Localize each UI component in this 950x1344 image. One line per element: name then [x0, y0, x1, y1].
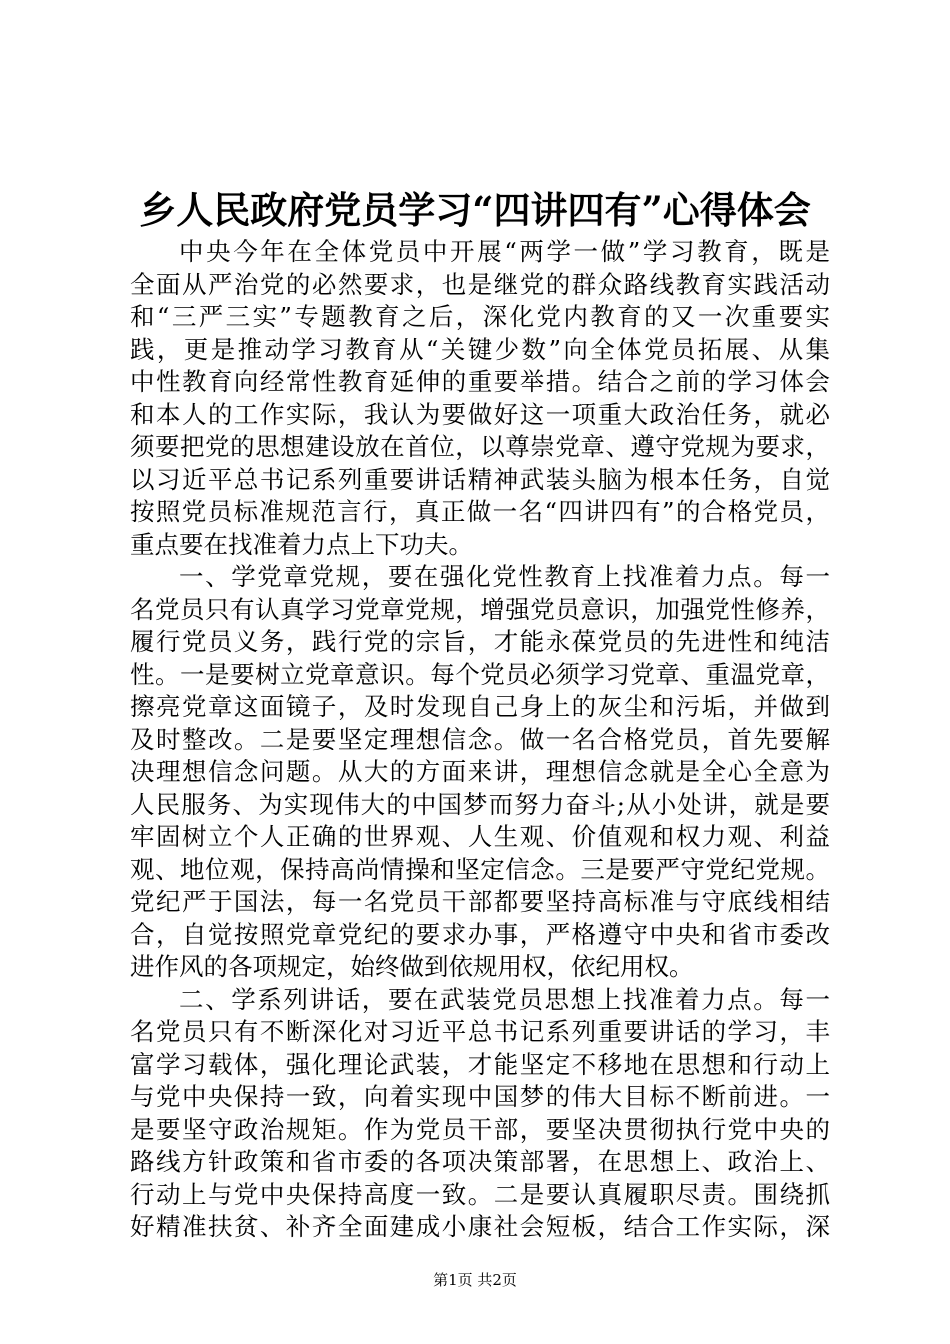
body-line: 好精准扶贫、补齐全面建成小康社会短板，结合工作实际，深 [130, 1212, 830, 1241]
body-line: 牢固树立个人正确的世界观、人生观、价值观和权力观、利益 [130, 822, 830, 851]
body-line: 践，更是推动学习教育从“关键少数”向全体党员拓展、从集 [130, 334, 830, 364]
body-line: 行动上与党中央保持高度一致。二是要认真履职尽责。围绕抓 [130, 1179, 830, 1209]
body-line: 路线方针政策和省市委的各项决策部署，在思想上、政治上、 [130, 1147, 830, 1176]
page-footer: 第1页 共2页 [433, 1271, 517, 1289]
body-line: 富学习载体，强化理论武装，才能坚定不移地在思想和行动上 [130, 1049, 830, 1079]
body-line: 履行党员义务，践行党的宗旨，才能永葆党员的先进性和纯洁 [130, 627, 830, 656]
body-line: 名党员只有认真学习党章党规，增强党员意识，加强党性修养， [130, 594, 830, 624]
body-line: 全面从严治党的必然要求，也是继党的群众路线教育实践活动 [130, 269, 830, 299]
body-line: 党纪严于国法，每一名党员干部都要坚持高标准与守底线相结 [130, 887, 830, 916]
body-line: 须要把党的思想建设放在首位，以尊崇党章、遵守党规为要求， [130, 432, 830, 461]
body-line: 和“三严三实”专题教育之后，深化党内教育的又一次重要实 [130, 302, 830, 331]
body-line: 人民服务、为实现伟大的中国梦而努力奋斗;从小处讲，就是要 [130, 789, 830, 819]
body-line: 中央今年在全体党员中开展“两学一做”学习教育，既是 [179, 237, 830, 266]
body-line: 与党中央保持一致，向着实现中国梦的伟大目标不断前进。一 [130, 1082, 830, 1111]
body-line: 决理想信念问题。从大的方面来讲，理想信念就是全心全意为 [130, 757, 830, 786]
body-line: 二、学系列讲话，要在武装党员思想上找准着力点。每一 [179, 984, 830, 1014]
document-title: 乡人民政府党员学习“四讲四有”心得体会 [139, 188, 811, 232]
body-line: 进作风的各项规定，始终做到依规用权，依纪用权。 [130, 952, 694, 981]
body-line: 性。一是要树立党章意识。每个党员必须学习党章、重温党章， [130, 659, 830, 689]
body-line: 一、学党章党规，要在强化党性教育上找准着力点。每一 [179, 562, 830, 591]
document-body [130, 236, 830, 1244]
body-line: 合，自觉按照党章党纪的要求办事，严格遵守中央和省市委改 [130, 919, 830, 949]
body-line: 重点要在找准着力点上下功夫。 [130, 529, 473, 559]
body-line: 观、地位观，保持高尚情操和坚定信念。三是要严守党纪党规。 [130, 854, 830, 884]
body-line: 以习近平总书记系列重要讲话精神武装头脑为根本任务，自觉 [130, 464, 830, 494]
body-line: 擦亮党章这面镜子，及时发现自己身上的灰尘和污垢，并做到 [130, 692, 830, 721]
body-line: 和本人的工作实际，我认为要做好这一项重大政治任务，就必 [130, 399, 830, 429]
body-line: 名党员只有不断深化对习近平总书记系列重要讲话的学习，丰 [130, 1017, 830, 1046]
body-line: 按照党员标准规范言行，真正做一名“四讲四有”的合格党员， [130, 497, 830, 526]
body-line: 中性教育向经常性教育延伸的重要举措。结合之前的学习体会 [130, 367, 830, 396]
body-line: 及时整改。二是要坚定理想信念。做一名合格党员，首先要解 [130, 724, 830, 754]
body-line: 是要坚守政治规矩。作为党员干部，要坚决贯彻执行党中央的 [130, 1114, 830, 1144]
